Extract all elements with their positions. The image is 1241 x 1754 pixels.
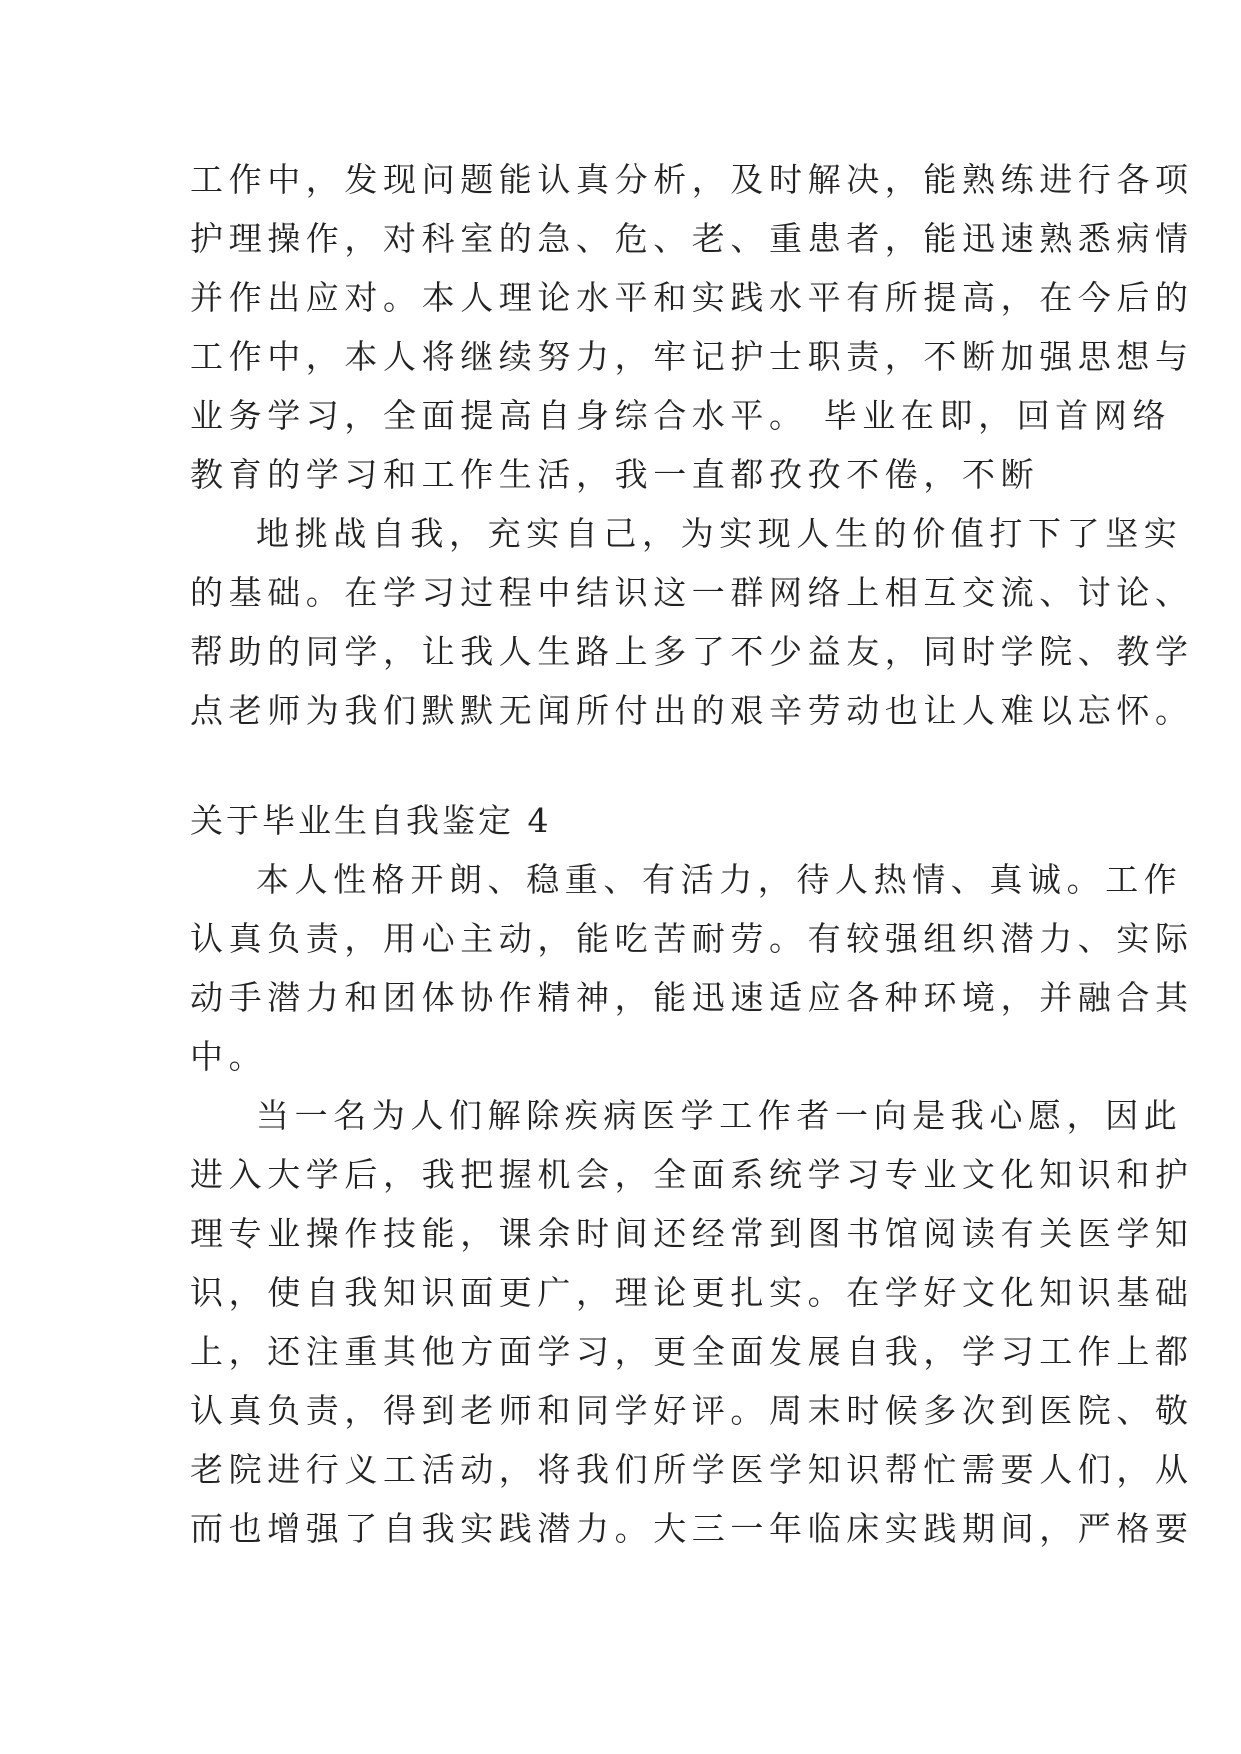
paragraph-line: 上，还注重其他方面学习，更全面发展自我，学习工作上都	[190, 1332, 1194, 1371]
paragraph-line: 动手潜力和团体协作精神，能迅速适应各种环境，并融合其	[190, 978, 1194, 1017]
paragraph-line: 帮助的同学，让我人生路上多了不少益友，同时学院、教学	[190, 632, 1194, 671]
paragraph-line: 识，使自我知识面更广，理论更扎实。在学好文化知识基础	[190, 1273, 1194, 1312]
paragraph-line: 中。	[190, 1037, 268, 1076]
paragraph-line: 的基础。在学习过程中结识这一群网络上相互交流、讨论、	[190, 573, 1194, 612]
section-heading: 关于毕业生自我鉴定 4	[190, 801, 552, 840]
paragraph-line: 工作中，本人将继续努力，牢记护士职责，不断加强思想与	[190, 337, 1194, 376]
paragraph-line: 教育的学习和工作生活，我一直都孜孜不倦，不断	[190, 455, 1040, 494]
paragraph-line: 并作出应对。本人理论水平和实践水平有所提高，在今后的	[190, 278, 1194, 317]
paragraph-line: 点老师为我们默默无闻所付出的艰辛劳动也让人难以忘怀。	[190, 691, 1194, 730]
paragraph-line: 理专业操作技能，课余时间还经常到图书馆阅读有关医学知	[190, 1214, 1194, 1253]
paragraph-line: 老院进行义工活动，将我们所学医学知识帮忙需要人们，从	[190, 1450, 1194, 1489]
paragraph-line: 进入大学后，我把握机会，全面系统学习专业文化知识和护	[190, 1155, 1194, 1194]
paragraph-line: 而也增强了自我实践潜力。大三一年临床实践期间，严格要	[190, 1509, 1194, 1548]
paragraph-line: 本人性格开朗、稳重、有活力，待人热情、真诚。工作	[256, 860, 1183, 899]
paragraph-line: 工作中，发现问题能认真分析，及时解决，能熟练进行各项	[190, 160, 1194, 199]
paragraph-line: 当一名为人们解除疾病医学工作者一向是我心愿，因此	[256, 1096, 1183, 1135]
paragraph-line: 护理操作，对科室的急、危、老、重患者，能迅速熟悉病情	[190, 219, 1194, 258]
paragraph-line: 认真负责，用心主动，能吃苦耐劳。有较强组织潜力、实际	[190, 919, 1194, 958]
paragraph-line: 业务学习，全面提高自身综合水平。 毕业在即，回首网络	[190, 396, 1172, 435]
paragraph-line: 地挑战自我，充实自己，为实现人生的价值打下了坚实	[256, 514, 1183, 553]
paragraph-line: 认真负责，得到老师和同学好评。周末时候多次到医院、敬	[190, 1391, 1194, 1430]
